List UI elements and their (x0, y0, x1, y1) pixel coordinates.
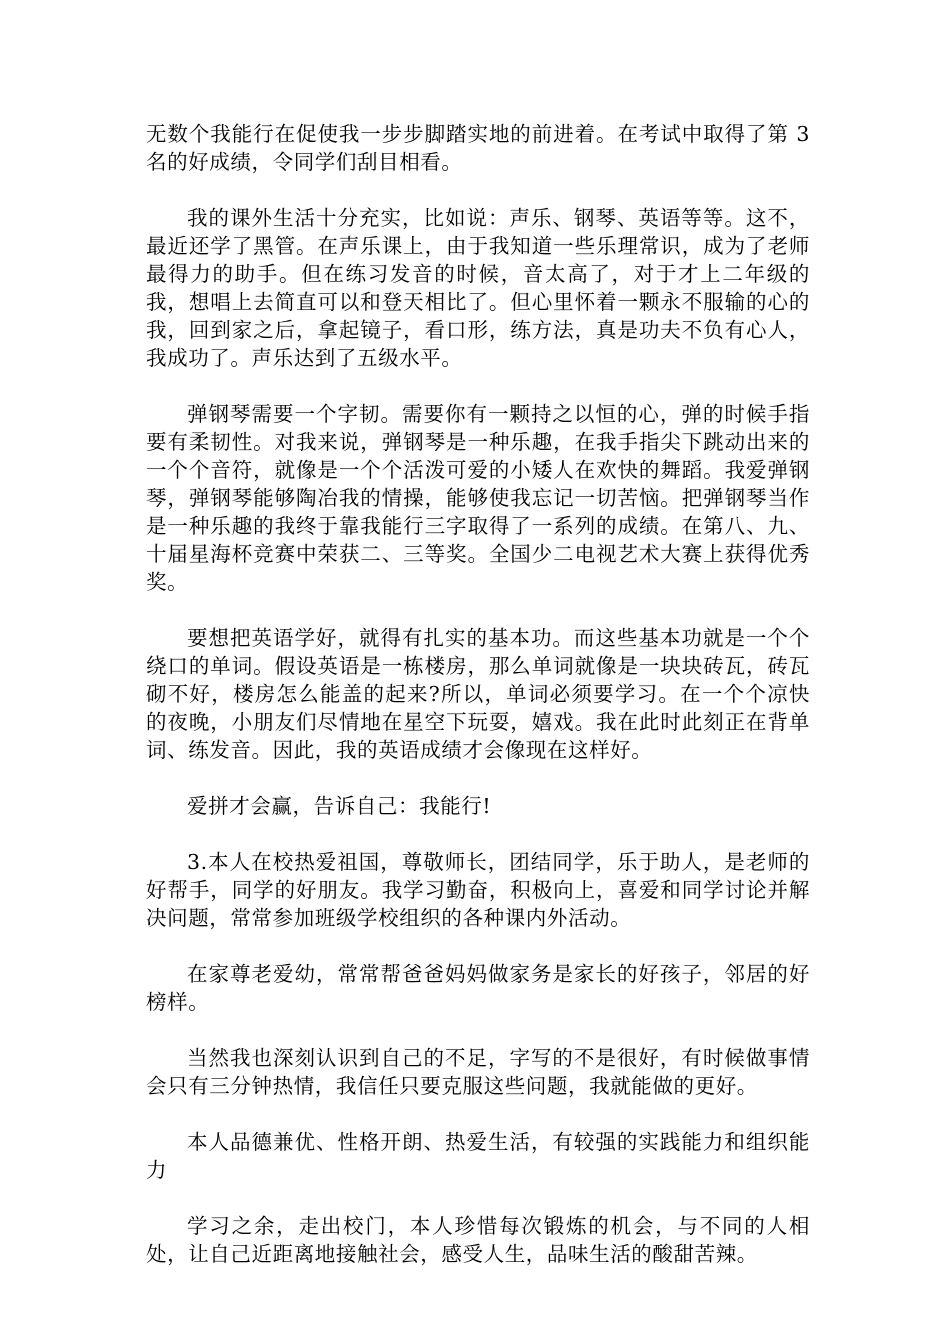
document-page (146, 120, 810, 1296)
paragraph-3: 弹钢琴需要一个字韧。需要你有一颗持之以恒的心，弹的时候手指要有柔韧性。对我来说，弹钢琴是一种乐趣，在我手指尖下跳动出来的一个个音符，就像是一个个活泼可爱的小矮人在欢快的舞蹈。我爱弹钢琴，弹钢琴能够陶冶我的情操，能够使我忘记一切苦恼。把弹钢琴当作是一种乐趣的我终于靠我能行三字取得了一系列的成绩。在第八、九、十届星海杯竞赛中荣获二、三等奖。全国少二电视艺术大赛上获得优秀奖。 (146, 402, 810, 594)
paragraph-1: 无数个我能行在促使我一步步脚踏实地的前进着。在考试中取得了第 3 名的好成绩，令同学们刮目相看。 (146, 122, 810, 174)
paragraph-4: 要想把英语学好，就得有扎实的基本功。而这些基本功就是一个个绕口的单词。假设英语是一栋楼房，那么单词就像是一块块砖瓦，砖瓦砌不好，楼房怎么能盖的起来?所以，单词必须要学习。在一个个凉快的夜晚，小朋友们尽情地在星空下玩耍，嬉戏。我在此时此刻正在背单词、练发音。因此，我的英语成绩才会像现在这样好。 (146, 626, 810, 762)
paragraph-9: 本人品德兼优、性格开朗、热爱生活，有较强的实践能力和组织能力 (146, 1130, 810, 1182)
paragraph-6: 3.本人在校热爱祖国，尊敬师长，团结同学，乐于助人，是老师的好帮手，同学的好朋友。我学习勤奋，积极向上，喜爱和同学讨论并解决问题，常常参加班级学校组织的各种课内外活动。 (146, 850, 810, 930)
paragraph-5: 爱拼才会赢，告诉自己：我能行! (187, 794, 492, 818)
paragraph-2: 我的课外生活十分充实，比如说：声乐、钢琴、英语等等。这不，最近还学了黑管。在声乐课上，由于我知道一些乐理常识，成为了老师最得力的助手。但在练习发音的时候，音太高了，对于才上二年级的我，想唱上去简直可以和登天相比了。但心里怀着一颗永不服输的心的我，回到家之后，拿起镜子，看口形，练方法，真是功夫不负有心人，我成功了。声乐达到了五级水平。 (146, 206, 810, 370)
paragraph-10: 学习之余，走出校门，本人珍惜每次锻炼的机会，与不同的人相处，让自己近距离地接触社会，感受人生，品味生活的酸甜苦辣。 (146, 1214, 810, 1266)
paragraph-7: 在家尊老爱幼，常常帮爸爸妈妈做家务是家长的好孩子，邻居的好榜样。 (146, 962, 810, 1014)
paragraph-8: 当然我也深刻认识到自己的不足，字写的不是很好，有时候做事情会只有三分钟热情，我信任只要克服这些问题，我就能做的更好。 (146, 1046, 810, 1098)
